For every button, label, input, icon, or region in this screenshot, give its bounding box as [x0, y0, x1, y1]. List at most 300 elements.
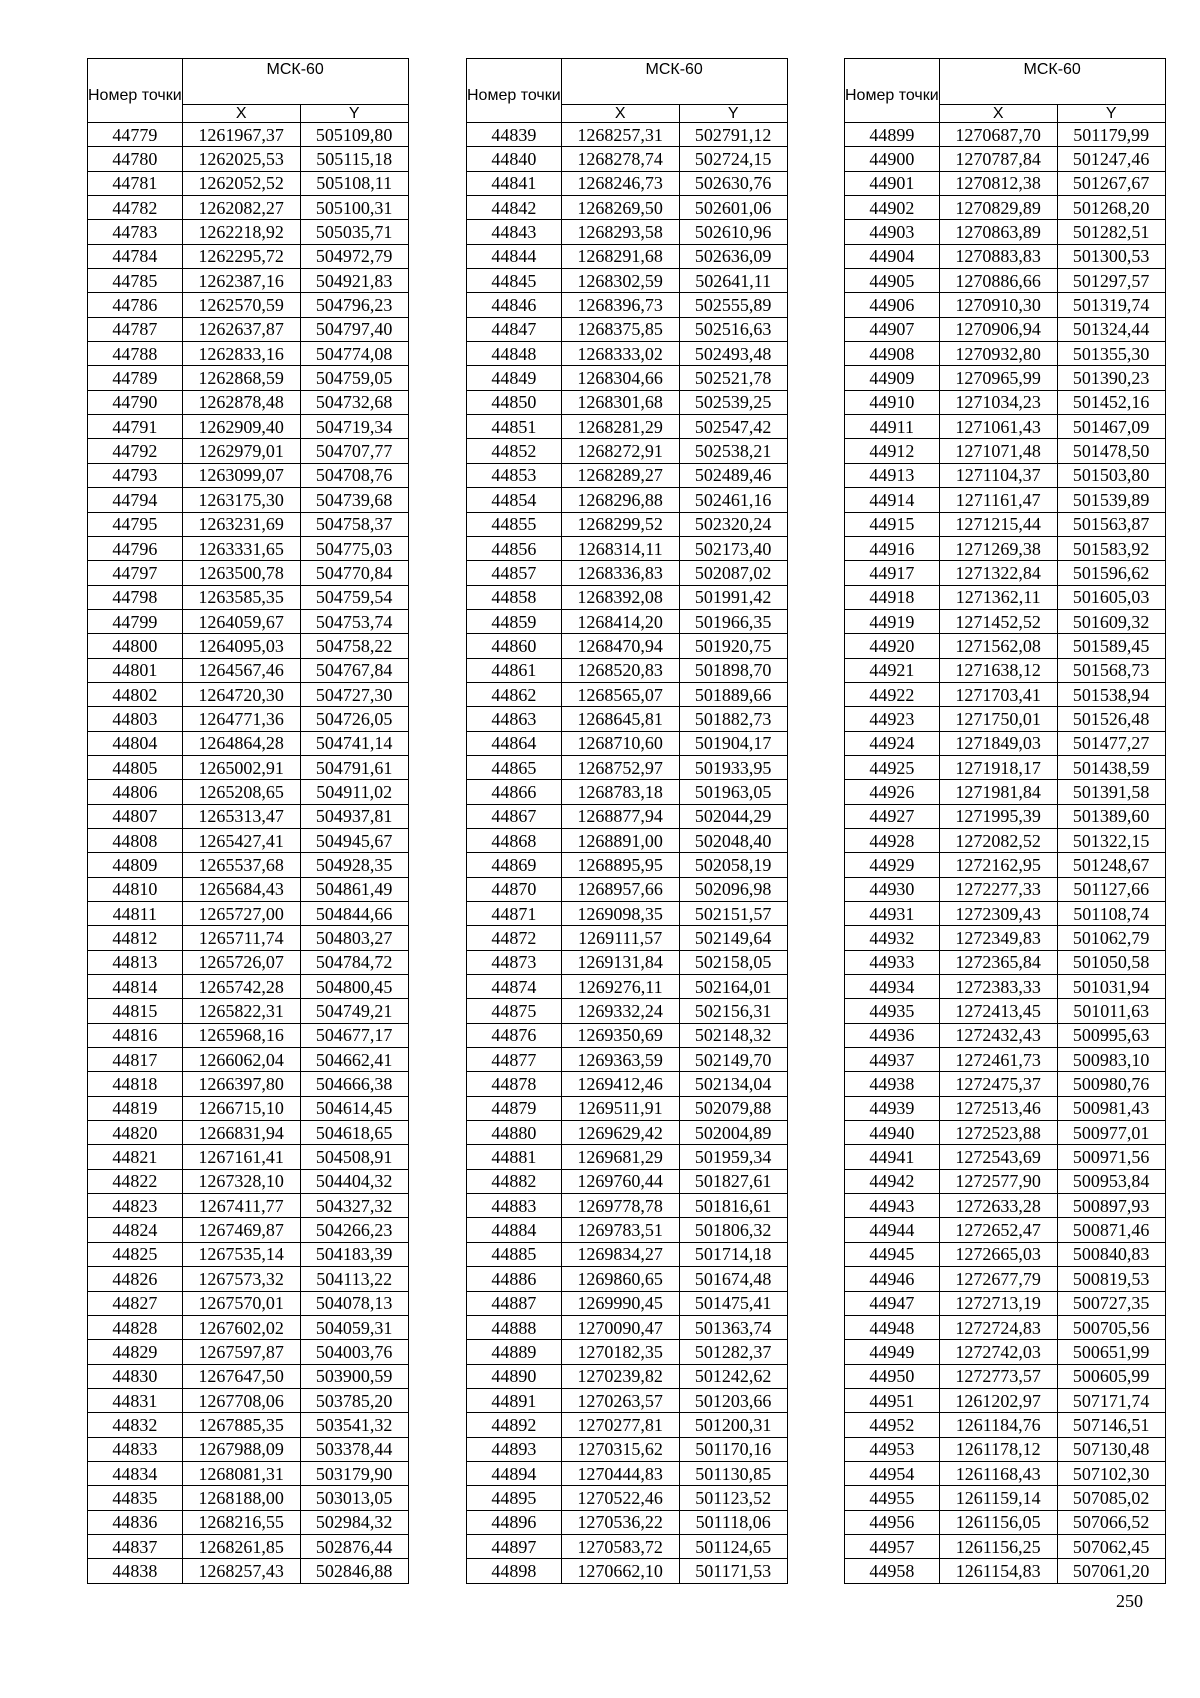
point-number-cell: 44786	[88, 293, 183, 317]
point-number-cell: 44949	[845, 1340, 940, 1364]
x-cell: 1265822,31	[182, 999, 300, 1023]
point-number-cell: 44818	[88, 1072, 183, 1096]
table-row	[845, 1413, 1166, 1437]
x-cell: 1270906,94	[939, 317, 1057, 341]
x-cell: 1261184,76	[939, 1413, 1057, 1437]
x-cell: 1265742,28	[182, 975, 300, 999]
table-row	[88, 926, 409, 950]
point-number-cell: 44824	[88, 1218, 183, 1242]
table-row	[88, 244, 409, 268]
x-cell: 1268302,59	[561, 269, 679, 293]
y-cell: 502791,12	[679, 123, 787, 147]
x-cell: 1262570,59	[182, 293, 300, 317]
y-cell: 500980,76	[1057, 1072, 1165, 1096]
point-number-cell: 44792	[88, 439, 183, 463]
table-row	[845, 1218, 1166, 1242]
point-number-cell: 44862	[467, 682, 562, 706]
x-cell: 1268710,60	[561, 731, 679, 755]
table-row	[467, 1315, 788, 1339]
table-row	[88, 1510, 409, 1534]
point-number-cell: 44840	[467, 147, 562, 171]
y-cell: 503900,59	[300, 1364, 408, 1388]
x-cell: 1271322,84	[939, 561, 1057, 585]
y-cell: 501816,61	[679, 1194, 787, 1218]
point-number-cell: 44927	[845, 804, 940, 828]
table-row	[467, 1534, 788, 1558]
y-cell: 502148,32	[679, 1023, 787, 1047]
x-cell: 1272577,90	[939, 1169, 1057, 1193]
y-cell: 504797,40	[300, 317, 408, 341]
point-number-cell: 44955	[845, 1486, 940, 1510]
table-row	[845, 853, 1166, 877]
point-number-cell: 44891	[467, 1388, 562, 1412]
point-number-cell: 44898	[467, 1559, 562, 1583]
x-cell: 1270886,66	[939, 269, 1057, 293]
table-row	[88, 1267, 409, 1291]
y-cell: 502158,05	[679, 950, 787, 974]
y-cell: 501889,66	[679, 682, 787, 706]
point-number-cell: 44827	[88, 1291, 183, 1315]
point-number-cell: 44804	[88, 731, 183, 755]
table-row	[845, 1169, 1166, 1193]
y-cell: 504003,76	[300, 1340, 408, 1364]
table-row	[88, 1559, 409, 1583]
x-cell: 1261178,12	[939, 1437, 1057, 1461]
x-cell: 1271362,11	[939, 585, 1057, 609]
x-cell: 1270883,83	[939, 244, 1057, 268]
table-row	[845, 682, 1166, 706]
x-cell: 1267161,41	[182, 1145, 300, 1169]
y-cell: 504758,22	[300, 634, 408, 658]
table-row	[88, 342, 409, 366]
point-number-cell: 44779	[88, 123, 183, 147]
y-cell: 501282,37	[679, 1340, 787, 1364]
table-row	[467, 269, 788, 293]
x-cell: 1269681,29	[561, 1145, 679, 1169]
point-number-cell: 44917	[845, 561, 940, 585]
x-cell: 1262979,01	[182, 439, 300, 463]
point-number-cell: 44905	[845, 269, 940, 293]
x-cell: 1268314,11	[561, 536, 679, 560]
table-row	[845, 1096, 1166, 1120]
point-number-cell: 44944	[845, 1218, 940, 1242]
point-number-cell: 44948	[845, 1315, 940, 1339]
x-cell: 1271562,08	[939, 634, 1057, 658]
point-number-cell: 44874	[467, 975, 562, 999]
y-cell: 501031,94	[1057, 975, 1165, 999]
y-cell: 507146,51	[1057, 1413, 1165, 1437]
point-number-cell: 44935	[845, 999, 940, 1023]
x-cell: 1264095,03	[182, 634, 300, 658]
point-number-cell: 44869	[467, 853, 562, 877]
y-cell: 501920,75	[679, 634, 787, 658]
y-cell: 502048,40	[679, 828, 787, 852]
header-point-number: Номер точки	[845, 59, 940, 123]
y-cell: 504758,37	[300, 512, 408, 536]
point-number-cell: 44923	[845, 707, 940, 731]
y-cell: 504749,21	[300, 999, 408, 1023]
x-cell: 1270315,62	[561, 1437, 679, 1461]
point-number-cell: 44798	[88, 585, 183, 609]
table-row	[88, 1242, 409, 1266]
x-cell: 1265002,91	[182, 755, 300, 779]
table-row	[467, 731, 788, 755]
point-number-cell: 44856	[467, 536, 562, 560]
point-number-cell: 44822	[88, 1169, 183, 1193]
y-cell: 504972,79	[300, 244, 408, 268]
point-number-cell: 44817	[88, 1048, 183, 1072]
point-number-cell: 44829	[88, 1340, 183, 1364]
y-cell: 502724,15	[679, 147, 787, 171]
table-row	[88, 975, 409, 999]
header-coordinate-system: МСК-60	[182, 59, 408, 105]
y-cell: 500727,35	[1057, 1291, 1165, 1315]
point-number-cell: 44867	[467, 804, 562, 828]
x-cell: 1270910,30	[939, 293, 1057, 317]
point-number-cell: 44805	[88, 755, 183, 779]
point-number-cell: 44881	[467, 1145, 562, 1169]
x-cell: 1267570,01	[182, 1291, 300, 1315]
y-cell: 501118,06	[679, 1510, 787, 1534]
x-cell: 1268895,95	[561, 853, 679, 877]
table-row	[88, 1169, 409, 1193]
x-cell: 1268304,66	[561, 366, 679, 390]
y-cell: 502984,32	[300, 1510, 408, 1534]
y-cell: 501203,66	[679, 1388, 787, 1412]
x-cell: 1268957,66	[561, 877, 679, 901]
point-number-cell: 44939	[845, 1096, 940, 1120]
table-row	[845, 1340, 1166, 1364]
point-number-cell: 44953	[845, 1437, 940, 1461]
x-cell: 1262637,87	[182, 317, 300, 341]
y-cell: 501267,67	[1057, 171, 1165, 195]
table-row	[467, 1510, 788, 1534]
point-number-cell: 44810	[88, 877, 183, 901]
x-cell: 1268257,43	[182, 1559, 300, 1583]
y-cell: 501503,80	[1057, 463, 1165, 487]
x-cell: 1272365,84	[939, 950, 1057, 974]
point-number-cell: 44852	[467, 439, 562, 463]
y-cell: 502493,48	[679, 342, 787, 366]
table-row	[467, 1388, 788, 1412]
x-cell: 1261159,14	[939, 1486, 1057, 1510]
x-cell: 1265208,65	[182, 780, 300, 804]
point-number-cell: 44784	[88, 244, 183, 268]
point-number-cell: 44885	[467, 1242, 562, 1266]
table-row	[845, 1267, 1166, 1291]
point-number-cell: 44800	[88, 634, 183, 658]
table-row	[467, 1218, 788, 1242]
x-cell: 1268375,85	[561, 317, 679, 341]
x-cell: 1263585,35	[182, 585, 300, 609]
x-cell: 1267573,32	[182, 1267, 300, 1291]
y-cell: 504796,23	[300, 293, 408, 317]
x-cell: 1268293,58	[561, 220, 679, 244]
x-cell: 1267411,77	[182, 1194, 300, 1218]
x-cell: 1271918,17	[939, 755, 1057, 779]
point-number-cell: 44920	[845, 634, 940, 658]
point-number-cell: 44907	[845, 317, 940, 341]
y-cell: 501477,27	[1057, 731, 1165, 755]
x-cell: 1268278,74	[561, 147, 679, 171]
header-point-number: Номер точки	[467, 59, 562, 123]
x-cell: 1272633,28	[939, 1194, 1057, 1218]
table-row	[88, 1048, 409, 1072]
table-row	[845, 585, 1166, 609]
table-row	[467, 317, 788, 341]
point-number-cell: 44783	[88, 220, 183, 244]
y-cell: 504774,08	[300, 342, 408, 366]
table-row	[845, 1121, 1166, 1145]
table-row	[845, 1461, 1166, 1485]
x-cell: 1265313,47	[182, 804, 300, 828]
x-cell: 1264771,36	[182, 707, 300, 731]
point-number-cell: 44789	[88, 366, 183, 390]
x-cell: 1270522,46	[561, 1486, 679, 1510]
y-cell: 501363,74	[679, 1315, 787, 1339]
table-row	[845, 536, 1166, 560]
point-number-cell: 44842	[467, 196, 562, 220]
y-cell: 505115,18	[300, 147, 408, 171]
header-point-number: Номер точки	[88, 59, 183, 123]
x-cell: 1269111,57	[561, 926, 679, 950]
table-row	[845, 950, 1166, 974]
x-cell: 1268333,02	[561, 342, 679, 366]
x-cell: 1272277,33	[939, 877, 1057, 901]
x-cell: 1263500,78	[182, 561, 300, 585]
y-cell: 500953,84	[1057, 1169, 1165, 1193]
point-number-cell: 44899	[845, 123, 940, 147]
table-row	[467, 1145, 788, 1169]
x-cell: 1268269,50	[561, 196, 679, 220]
y-cell: 501475,41	[679, 1291, 787, 1315]
table-row	[845, 561, 1166, 585]
point-number-cell: 44791	[88, 415, 183, 439]
point-number-cell: 44841	[467, 171, 562, 195]
point-number-cell: 44945	[845, 1242, 940, 1266]
table-row	[467, 609, 788, 633]
y-cell: 501268,20	[1057, 196, 1165, 220]
table-body	[467, 123, 788, 1584]
point-number-cell: 44813	[88, 950, 183, 974]
x-cell: 1262833,16	[182, 342, 300, 366]
y-cell: 502489,46	[679, 463, 787, 487]
point-number-cell: 44833	[88, 1437, 183, 1461]
table-row	[88, 1340, 409, 1364]
point-number-cell: 44915	[845, 512, 940, 536]
table-row	[88, 415, 409, 439]
point-number-cell: 44870	[467, 877, 562, 901]
point-number-cell: 44921	[845, 658, 940, 682]
point-number-cell: 44954	[845, 1461, 940, 1485]
x-cell: 1263099,07	[182, 463, 300, 487]
point-number-cell: 44913	[845, 463, 940, 487]
y-cell: 503541,32	[300, 1413, 408, 1437]
y-cell: 504759,05	[300, 366, 408, 390]
x-cell: 1270787,84	[939, 147, 1057, 171]
y-cell: 502876,44	[300, 1534, 408, 1558]
point-number-cell: 44819	[88, 1096, 183, 1120]
point-number-cell: 44857	[467, 561, 562, 585]
point-number-cell: 44928	[845, 828, 940, 852]
y-cell: 503378,44	[300, 1437, 408, 1461]
x-cell: 1270536,22	[561, 1510, 679, 1534]
table-row	[467, 415, 788, 439]
x-cell: 1271638,12	[939, 658, 1057, 682]
y-cell: 507130,48	[1057, 1437, 1165, 1461]
y-cell: 501242,62	[679, 1364, 787, 1388]
y-cell: 501127,66	[1057, 877, 1165, 901]
point-number-cell: 44940	[845, 1121, 940, 1145]
point-number-cell: 44838	[88, 1559, 183, 1583]
x-cell: 1262218,92	[182, 220, 300, 244]
x-cell: 1265427,41	[182, 828, 300, 852]
x-cell: 1270863,89	[939, 220, 1057, 244]
y-cell: 504928,35	[300, 853, 408, 877]
x-cell: 1261154,83	[939, 1559, 1057, 1583]
x-cell: 1268299,52	[561, 512, 679, 536]
y-cell: 501959,34	[679, 1145, 787, 1169]
table-row	[88, 1413, 409, 1437]
y-cell: 502630,76	[679, 171, 787, 195]
table-row	[845, 999, 1166, 1023]
table-row	[467, 658, 788, 682]
table-row	[88, 999, 409, 1023]
table-row	[467, 1242, 788, 1266]
x-cell: 1262387,16	[182, 269, 300, 293]
y-cell: 504404,32	[300, 1169, 408, 1193]
point-number-cell: 44787	[88, 317, 183, 341]
y-cell: 500981,43	[1057, 1096, 1165, 1120]
y-cell: 501124,65	[679, 1534, 787, 1558]
point-number-cell: 44812	[88, 926, 183, 950]
x-cell: 1261202,97	[939, 1388, 1057, 1412]
point-number-cell: 44924	[845, 731, 940, 755]
y-cell: 502096,98	[679, 877, 787, 901]
point-number-cell: 44910	[845, 390, 940, 414]
x-cell: 1271981,84	[939, 780, 1057, 804]
table-body	[845, 123, 1166, 1584]
point-number-cell: 44858	[467, 585, 562, 609]
table-row	[845, 1291, 1166, 1315]
table-body	[88, 123, 409, 1584]
y-cell: 504719,34	[300, 415, 408, 439]
point-number-cell: 44930	[845, 877, 940, 901]
y-cell: 502079,88	[679, 1096, 787, 1120]
x-cell: 1268246,73	[561, 171, 679, 195]
table-row	[467, 755, 788, 779]
y-cell: 501324,44	[1057, 317, 1165, 341]
table-row	[88, 536, 409, 560]
x-cell: 1268281,29	[561, 415, 679, 439]
point-number-cell: 44900	[845, 147, 940, 171]
table-row	[467, 1437, 788, 1461]
point-number-cell: 44958	[845, 1559, 940, 1583]
y-cell: 505108,11	[300, 171, 408, 195]
x-cell: 1267328,10	[182, 1169, 300, 1193]
y-cell: 504327,32	[300, 1194, 408, 1218]
y-cell: 507085,02	[1057, 1486, 1165, 1510]
x-cell: 1268396,73	[561, 293, 679, 317]
table-row	[88, 1437, 409, 1461]
y-cell: 504677,17	[300, 1023, 408, 1047]
point-number-cell: 44868	[467, 828, 562, 852]
x-cell: 1268877,94	[561, 804, 679, 828]
table-row	[88, 317, 409, 341]
point-number-cell: 44831	[88, 1388, 183, 1412]
table-row	[88, 1315, 409, 1339]
x-cell: 1262082,27	[182, 196, 300, 220]
y-cell: 502156,31	[679, 999, 787, 1023]
table-row	[845, 415, 1166, 439]
table-row	[88, 293, 409, 317]
y-cell: 501389,60	[1057, 804, 1165, 828]
table-row	[467, 1291, 788, 1315]
x-cell: 1271215,44	[939, 512, 1057, 536]
x-cell: 1263175,30	[182, 488, 300, 512]
point-number-cell: 44872	[467, 926, 562, 950]
table-row	[845, 147, 1166, 171]
y-cell: 502044,29	[679, 804, 787, 828]
y-cell: 507061,20	[1057, 1559, 1165, 1583]
y-cell: 502641,11	[679, 269, 787, 293]
point-number-cell: 44781	[88, 171, 183, 195]
table-row	[467, 1461, 788, 1485]
x-cell: 1268414,20	[561, 609, 679, 633]
point-number-cell: 44877	[467, 1048, 562, 1072]
y-cell: 505109,80	[300, 123, 408, 147]
point-number-cell: 44925	[845, 755, 940, 779]
table-row	[467, 877, 788, 901]
header-y: Y	[1057, 105, 1165, 123]
table-row	[467, 682, 788, 706]
table-row	[467, 585, 788, 609]
table-row	[467, 950, 788, 974]
y-cell: 504266,23	[300, 1218, 408, 1242]
y-cell: 501539,89	[1057, 488, 1165, 512]
y-cell: 504059,31	[300, 1315, 408, 1339]
point-number-cell: 44882	[467, 1169, 562, 1193]
point-number-cell: 44936	[845, 1023, 940, 1047]
point-number-cell: 44782	[88, 196, 183, 220]
table-row	[88, 634, 409, 658]
table-row	[88, 269, 409, 293]
table-row	[88, 1218, 409, 1242]
y-cell: 501674,48	[679, 1267, 787, 1291]
point-number-cell: 44864	[467, 731, 562, 755]
y-cell: 504753,74	[300, 609, 408, 633]
table-row	[845, 1559, 1166, 1583]
x-cell: 1268645,81	[561, 707, 679, 731]
table-row	[845, 390, 1166, 414]
table-row	[467, 439, 788, 463]
x-cell: 1267602,02	[182, 1315, 300, 1339]
table-row	[467, 1486, 788, 1510]
table-row	[467, 1267, 788, 1291]
table-row	[467, 293, 788, 317]
y-cell: 500971,56	[1057, 1145, 1165, 1169]
y-cell: 501526,48	[1057, 707, 1165, 731]
x-cell: 1272665,03	[939, 1242, 1057, 1266]
x-cell: 1271995,39	[939, 804, 1057, 828]
header-x: X	[182, 105, 300, 123]
y-cell: 501714,18	[679, 1242, 787, 1266]
point-number-cell: 44902	[845, 196, 940, 220]
point-number-cell: 44884	[467, 1218, 562, 1242]
y-cell: 501282,51	[1057, 220, 1165, 244]
y-cell: 501170,16	[679, 1437, 787, 1461]
point-number-cell: 44788	[88, 342, 183, 366]
